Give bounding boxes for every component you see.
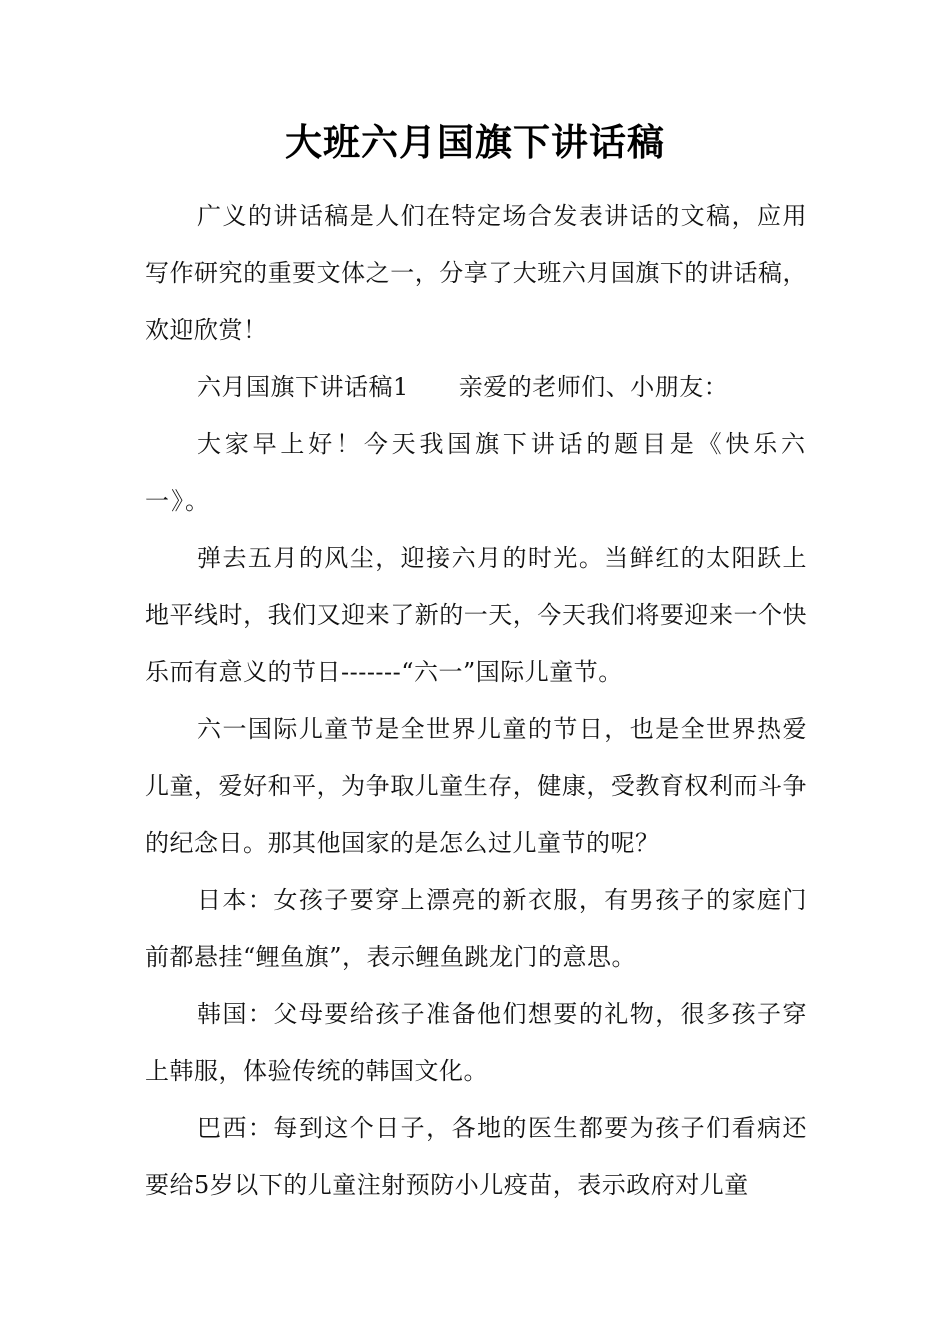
body-paragraph: 六一国际儿童节是全世界儿童的节日，也是全世界热爱儿童，爱好和平，为争取儿童生存，健康，受教育权利而斗争的纪念日。那其他国家的是怎么过儿童节的呢？ (145, 715, 807, 857)
document-body (145, 188, 807, 1214)
body-paragraph: 大家早上好！今天我国旗下讲话的题目是《快乐六一》。 (145, 430, 807, 515)
body-paragraph: 日本：女孩子要穿上漂亮的新衣服，有男孩子的家庭门前都悬挂“鲤鱼旗”，表示鲤鱼跳龙门的意思。 (145, 886, 807, 971)
intro-paragraph: 广义的讲话稿是人们在特定场合发表讲话的文稿，应用写作研究的重要文体之一，分享了大班六月国旗下的讲话稿，欢迎欣赏！ (145, 202, 807, 344)
body-paragraph: 韩国：父母要给孩子准备他们想要的礼物，很多孩子穿上韩服，体验传统的韩国文化。 (145, 1000, 807, 1085)
speech-heading-line (145, 359, 807, 416)
speech-heading: 六月国旗下讲话稿1 (197, 373, 409, 401)
document-title: 大班六月国旗下讲话稿 (285, 121, 665, 164)
body-paragraph: 巴西：每到这个日子，各地的医生都要为孩子们看病还要给5岁以下的儿童注射预防小儿疫苗，表示政府对儿童 (145, 1114, 807, 1199)
salutation: 亲爱的老师们、小朋友： (458, 373, 729, 401)
body-paragraph: 弹去五月的风尘，迎接六月的时光。当鲜红的太阳跃上地平线时，我们又迎来了新的一天，今天我们将要迎来一个快乐而有意义的节日-------“六一”国际儿童节。 (145, 544, 807, 686)
